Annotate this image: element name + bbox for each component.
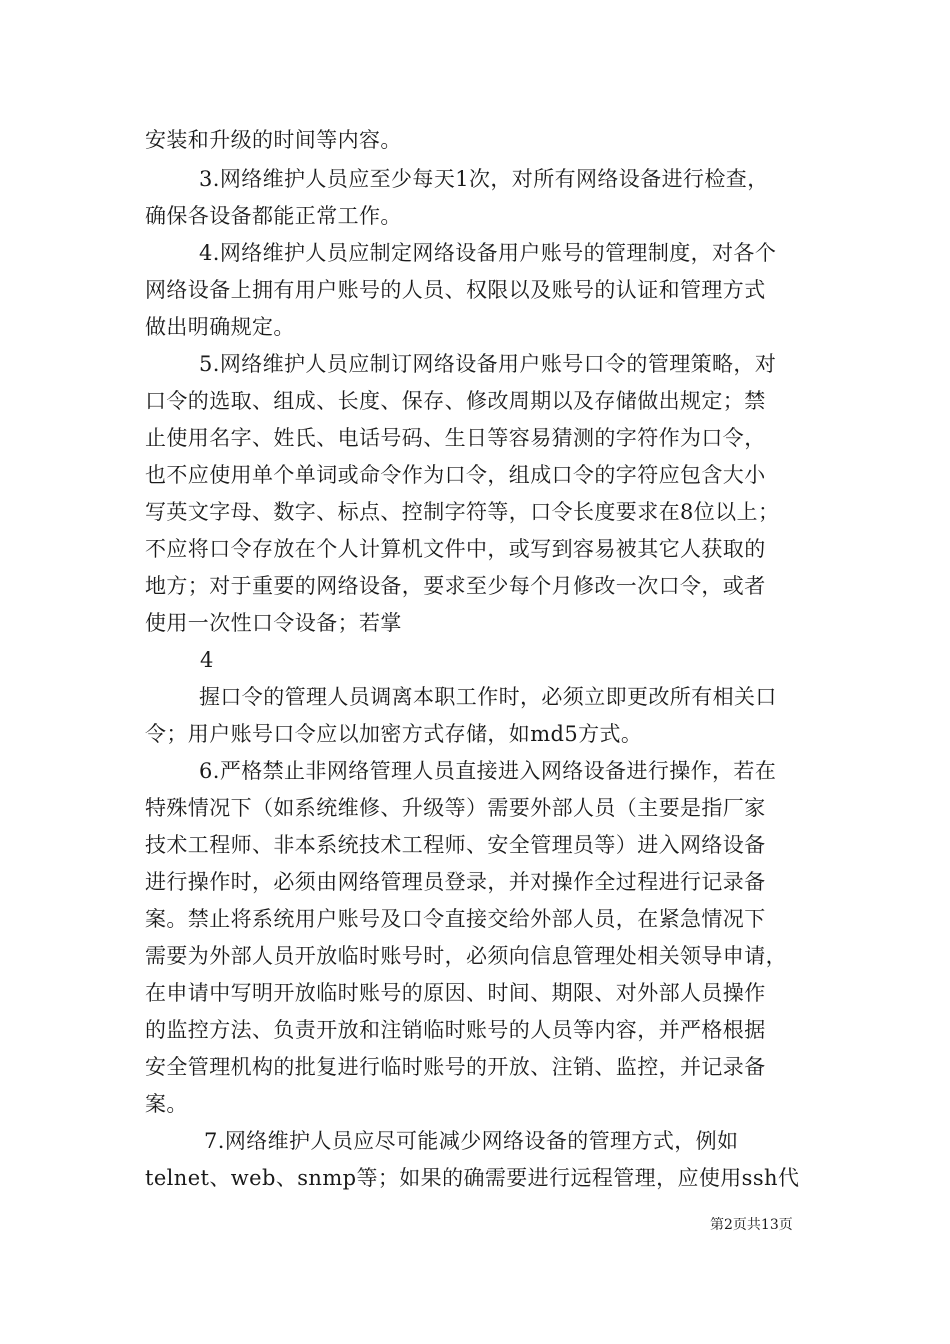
text-line: 令；用户账号口令应以加密方式存储，如md5方式。: [145, 722, 643, 746]
text-line: 3.网络维护人员应至少每天1次，对所有网络设备进行检查，: [199, 167, 769, 191]
text-line: 7.网络维护人员应尽可能减少网络设备的管理方式，例如: [204, 1129, 739, 1153]
text-line: 做出明确规定。: [145, 315, 295, 339]
text-line: 握口令的管理人员调离本职工作时，必须立即更改所有相关口: [199, 685, 777, 709]
text-line: 确保各设备都能正常工作。: [145, 204, 402, 228]
text-line: 进行操作时，必须由网络管理员登录，并对操作全过程进行记录备: [145, 870, 766, 894]
text-line: 6.严格禁止非网络管理人员直接进入网络设备进行操作，若在: [199, 759, 777, 783]
text-line: 口令的选取、组成、长度、保存、修改周期以及存储做出规定；禁: [145, 389, 766, 413]
text-line: 特殊情况下（如系统维修、升级等）需要外部人员（主要是指厂家: [145, 796, 766, 820]
text-line: telnet、web、snmp等；如果的确需要进行远程管理，应使用ssh代: [145, 1166, 800, 1190]
text-line: 也不应使用单个单词或命令作为口令，组成口令的字符应包含大小: [145, 463, 766, 487]
text-line: 案。禁止将系统用户账号及口令直接交给外部人员，在紧急情况下: [145, 907, 766, 931]
text-line: 使用一次性口令设备；若掌: [145, 611, 402, 635]
page-number-inline: 4: [200, 648, 214, 672]
text-line: 在申请中写明开放临时账号的原因、时间、期限、对外部人员操作: [145, 981, 766, 1005]
text-line: 安装和升级的时间等内容。: [145, 128, 402, 152]
text-line: 的监控方法、负责开放和注销临时账号的人员等内容，并严格根据: [145, 1018, 766, 1042]
text-line: 案。: [145, 1092, 188, 1116]
text-line: 止使用名字、姓氏、电话号码、生日等容易猜测的字符作为口令，: [145, 426, 766, 450]
text-line: 写英文字母、数字、标点、控制字符等，口令长度要求在8位以上；: [145, 500, 780, 524]
page-footer: 第2页共13页: [710, 1217, 793, 1233]
text-line: 4.网络维护人员应制定网络设备用户账号的管理制度，对各个: [199, 241, 777, 265]
text-line: 网络设备上拥有用户账号的人员、权限以及账号的认证和管理方式: [145, 278, 766, 302]
text-line: 5.网络维护人员应制订网络设备用户账号口令的管理策略，对: [199, 352, 777, 376]
text-line: 需要为外部人员开放临时账号时，必须向信息管理处相关领导申请，: [145, 944, 787, 968]
text-line: 不应将口令存放在个人计算机文件中，或写到容易被其它人获取的: [145, 537, 766, 561]
text-line: 技术工程师、非本系统技术工程师、安全管理员等）进入网络设备: [145, 833, 766, 857]
text-line: 安全管理机构的批复进行临时账号的开放、注销、监控，并记录备: [145, 1055, 766, 1079]
text-line: 地方；对于重要的网络设备，要求至少每个月修改一次口令，或者: [145, 574, 766, 598]
